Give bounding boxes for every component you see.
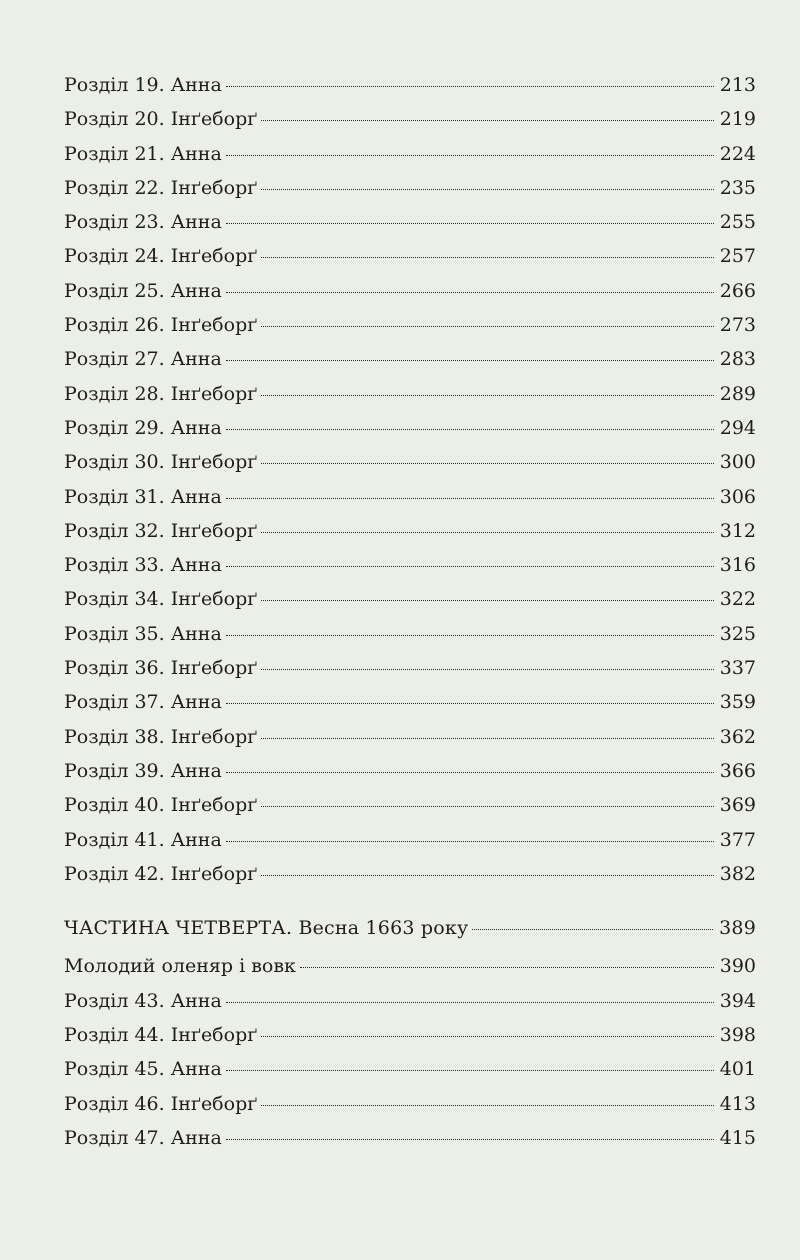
dot-leader xyxy=(226,566,714,567)
toc-part-heading xyxy=(64,911,756,945)
toc-entry-page-number: 401 xyxy=(719,1058,756,1081)
dot-leader xyxy=(226,360,714,361)
toc-entries-list xyxy=(64,68,756,891)
toc-entry-page-number: 359 xyxy=(719,691,756,714)
toc-entry xyxy=(64,1087,756,1121)
toc-entry xyxy=(64,137,756,171)
part-page-number: 389 xyxy=(719,917,756,940)
toc-entry-title: Розділ 43. Анна xyxy=(64,989,222,1012)
toc-entry-page-number: 289 xyxy=(719,382,756,405)
toc-entry xyxy=(64,377,756,411)
dot-leader xyxy=(261,120,713,121)
toc-entry-title: Розділ 32. Інґеборґ xyxy=(64,519,258,542)
toc-entry xyxy=(64,102,756,136)
toc-entry-title: Розділ 42. Інґеборґ xyxy=(64,862,258,885)
toc-entry xyxy=(64,788,756,822)
table-of-contents xyxy=(64,68,756,1155)
toc-entry xyxy=(64,548,756,582)
dot-leader xyxy=(261,326,713,327)
toc-entry-page-number: 415 xyxy=(719,1126,756,1149)
toc-entry-page-number: 394 xyxy=(719,989,756,1012)
toc-entry xyxy=(64,754,756,788)
dot-leader xyxy=(226,223,714,224)
toc-entry-page-number: 325 xyxy=(719,622,756,645)
dot-leader xyxy=(261,189,713,190)
toc-entry-title: Розділ 36. Інґеборґ xyxy=(64,657,258,680)
toc-part-entries-list xyxy=(64,949,756,1155)
toc-entry-page-number: 306 xyxy=(719,485,756,508)
toc-entry-title: Розділ 41. Анна xyxy=(64,828,222,851)
toc-entry-title: Розділ 21. Анна xyxy=(64,142,222,165)
toc-entry-page-number: 312 xyxy=(719,519,756,542)
toc-entry-page-number: 266 xyxy=(719,279,756,302)
toc-entry-page-number: 316 xyxy=(719,554,756,577)
dot-leader xyxy=(261,532,713,533)
toc-entry xyxy=(64,514,756,548)
toc-entry xyxy=(64,411,756,445)
toc-entry xyxy=(64,857,756,891)
dot-leader xyxy=(472,929,713,930)
toc-entry-title: Розділ 30. Інґеборґ xyxy=(64,451,258,474)
toc-entry-title: Розділ 26. Інґеборґ xyxy=(64,314,258,337)
toc-entry-title: Розділ 28. Інґеборґ xyxy=(64,382,258,405)
toc-entry-title: Розділ 40. Інґеборґ xyxy=(64,794,258,817)
toc-entry-page-number: 322 xyxy=(719,588,756,611)
toc-entry-title: Розділ 27. Анна xyxy=(64,348,222,371)
toc-entry xyxy=(64,651,756,685)
toc-entry xyxy=(64,984,756,1018)
toc-entry-title: Молодий оленяр і вовк xyxy=(64,955,296,978)
toc-entry xyxy=(64,1052,756,1086)
toc-entry xyxy=(64,823,756,857)
toc-entry-page-number: 283 xyxy=(719,348,756,371)
dot-leader xyxy=(226,1139,714,1140)
toc-entry-title: Розділ 47. Анна xyxy=(64,1126,222,1149)
toc-entry-title: Розділ 22. Інґеборґ xyxy=(64,176,258,199)
dot-leader xyxy=(226,772,714,773)
dot-leader xyxy=(261,738,713,739)
dot-leader xyxy=(261,463,713,464)
toc-entry xyxy=(64,1121,756,1155)
toc-entry-page-number: 257 xyxy=(719,245,756,268)
toc-entry xyxy=(64,949,756,983)
toc-entry-page-number: 273 xyxy=(719,314,756,337)
toc-entry xyxy=(64,480,756,514)
dot-leader xyxy=(300,967,714,968)
dot-leader xyxy=(261,806,713,807)
dot-leader xyxy=(261,669,713,670)
toc-entry-page-number: 366 xyxy=(719,759,756,782)
toc-entry xyxy=(64,1018,756,1052)
toc-entry-page-number: 362 xyxy=(719,725,756,748)
dot-leader xyxy=(226,429,714,430)
toc-entry-page-number: 377 xyxy=(719,828,756,851)
toc-entry xyxy=(64,720,756,754)
toc-entry-title: Розділ 19. Анна xyxy=(64,74,222,96)
toc-entry-page-number: 300 xyxy=(719,451,756,474)
toc-entry-page-number: 213 xyxy=(719,74,756,96)
toc-entry-page-number: 294 xyxy=(719,416,756,439)
toc-entry-title: Розділ 34. Інґеборґ xyxy=(64,588,258,611)
toc-entry xyxy=(64,445,756,479)
dot-leader xyxy=(226,86,714,87)
dot-leader xyxy=(226,1070,714,1071)
toc-entry-page-number: 413 xyxy=(719,1092,756,1115)
toc-entry xyxy=(64,308,756,342)
dot-leader xyxy=(226,635,714,636)
toc-entry-title: Розділ 23. Анна xyxy=(64,211,222,234)
toc-entry-page-number: 382 xyxy=(719,862,756,885)
toc-entry-page-number: 219 xyxy=(719,108,756,131)
toc-entry-title: Розділ 44. Інґеборґ xyxy=(64,1024,258,1047)
toc-entry xyxy=(64,342,756,376)
toc-entry-page-number: 337 xyxy=(719,657,756,680)
toc-entry-title: Розділ 45. Анна xyxy=(64,1058,222,1081)
dot-leader xyxy=(226,498,714,499)
toc-entry-page-number: 390 xyxy=(719,955,756,978)
toc-entry-page-number: 398 xyxy=(719,1024,756,1047)
toc-entry xyxy=(64,685,756,719)
dot-leader xyxy=(226,292,714,293)
toc-entry-page-number: 255 xyxy=(719,211,756,234)
dot-leader xyxy=(261,600,713,601)
toc-entry-title: Розділ 33. Анна xyxy=(64,554,222,577)
toc-entry-page-number: 224 xyxy=(719,142,756,165)
toc-entry-title: Розділ 37. Анна xyxy=(64,691,222,714)
toc-entry-title: Розділ 38. Інґеборґ xyxy=(64,725,258,748)
toc-entry xyxy=(64,239,756,273)
toc-entry-title: Розділ 20. Інґеборґ xyxy=(64,108,258,131)
dot-leader xyxy=(226,1002,714,1003)
dot-leader xyxy=(261,1105,713,1106)
dot-leader xyxy=(261,257,713,258)
toc-entry-title: Розділ 25. Анна xyxy=(64,279,222,302)
toc-entry-page-number: 369 xyxy=(719,794,756,817)
toc-entry-page-number: 235 xyxy=(719,176,756,199)
toc-entry-title: Розділ 31. Анна xyxy=(64,485,222,508)
part-title: ЧАСТИНА ЧЕТВЕРТА. Весна 1663 року xyxy=(64,917,469,940)
dot-leader xyxy=(226,841,714,842)
toc-entry xyxy=(64,171,756,205)
toc-entry xyxy=(64,205,756,239)
dot-leader xyxy=(261,395,713,396)
toc-entry-title: Розділ 24. Інґеборґ xyxy=(64,245,258,268)
toc-entry xyxy=(64,68,756,102)
dot-leader xyxy=(261,1036,713,1037)
toc-entry xyxy=(64,617,756,651)
toc-entry-title: Розділ 29. Анна xyxy=(64,416,222,439)
dot-leader xyxy=(226,155,714,156)
toc-entry xyxy=(64,274,756,308)
toc-entry xyxy=(64,582,756,616)
dot-leader xyxy=(261,875,713,876)
toc-entry-title: Розділ 39. Анна xyxy=(64,759,222,782)
dot-leader xyxy=(226,703,714,704)
toc-entry-title: Розділ 35. Анна xyxy=(64,622,222,645)
toc-entry-title: Розділ 46. Інґеборґ xyxy=(64,1092,258,1115)
